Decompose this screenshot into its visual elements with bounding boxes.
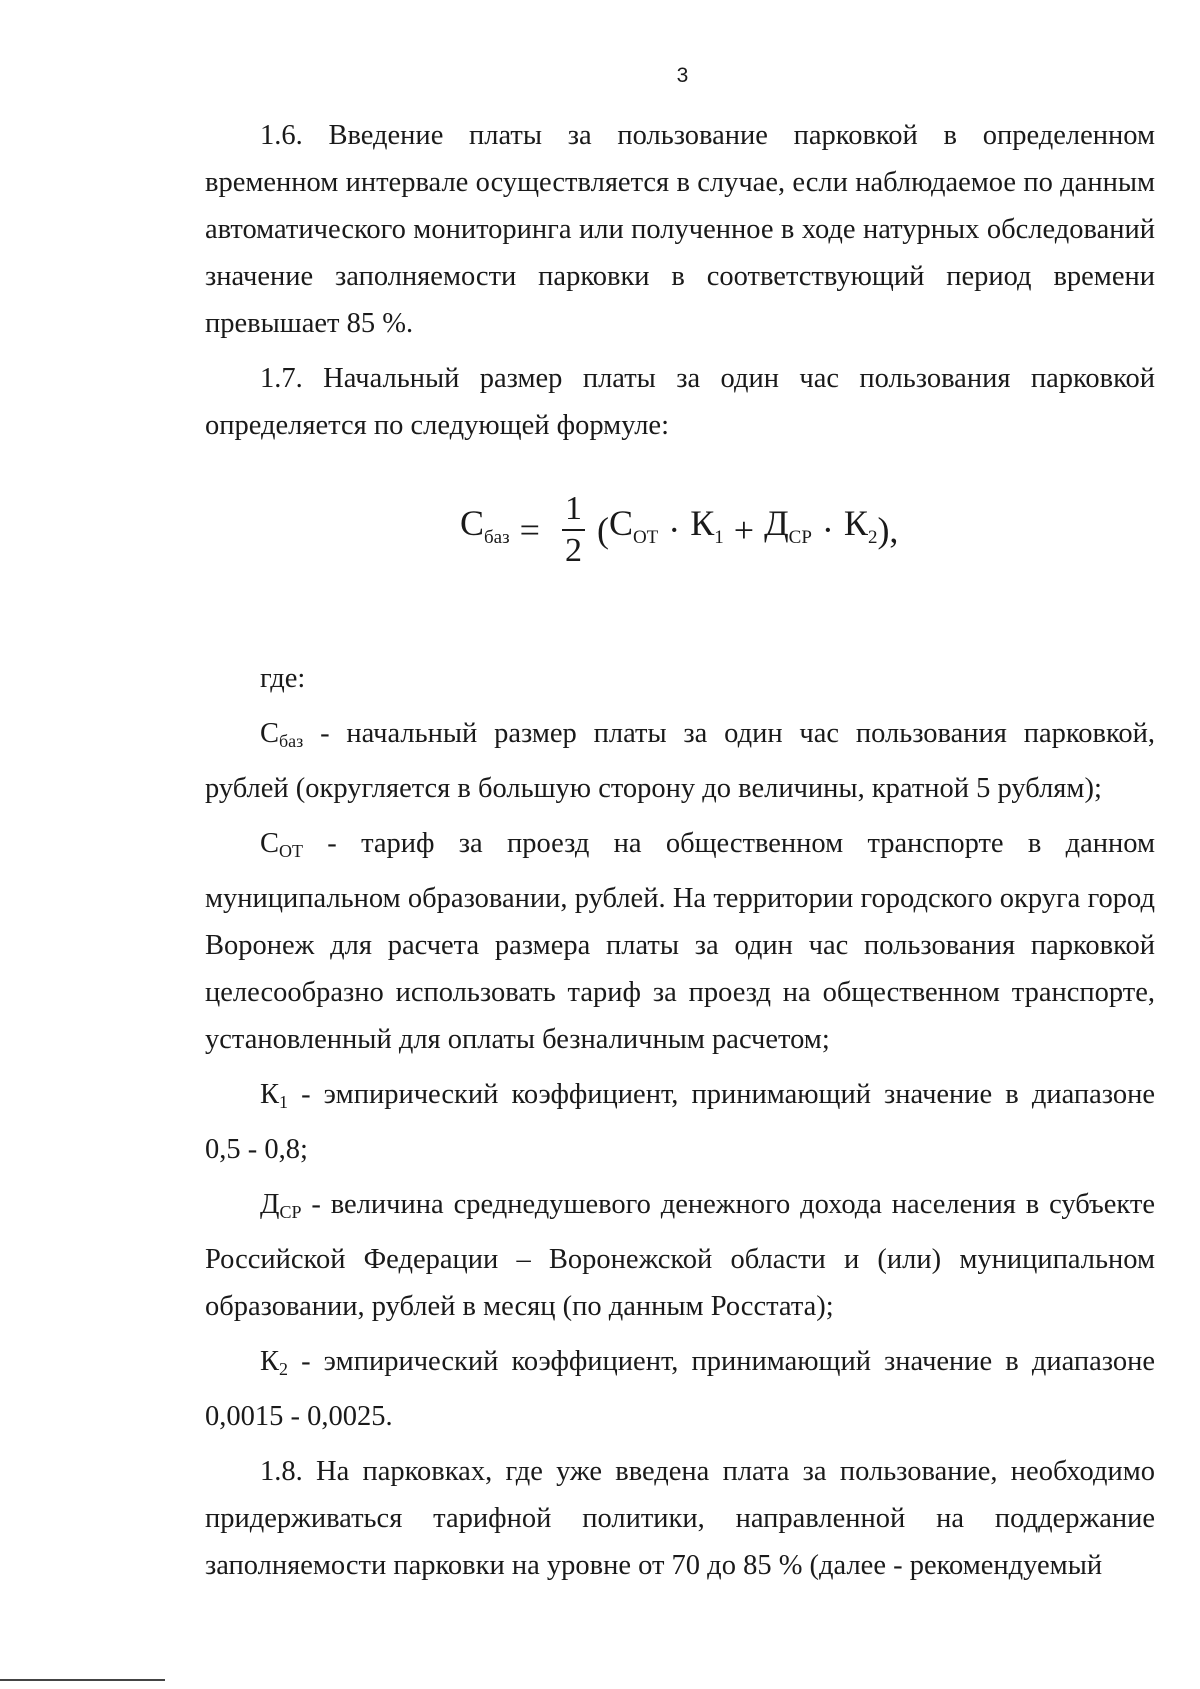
formula-dot-1: ·	[668, 509, 681, 550]
definition-dcp: $Д_{СР}$ - величина среднедушевого денежного дохода населения в субъекте Российской Федерации – Воронежской области и (или) муниципальном образовании, рублей в месяц (по данным Росстата);	[205, 1189, 1155, 1322]
definition-symbol: $К_1$	[260, 1079, 289, 1112]
formula-block	[205, 471, 1155, 621]
formula-term-k2: $К_2$	[843, 502, 878, 548]
definition-k2: $К_2$ - эмпирический коэффициент, принимающий значение в диапазоне 0,0015 - 0,0025.	[205, 1346, 1155, 1432]
formula-term-k1: $К_1$	[690, 502, 724, 548]
page-number: 3	[676, 64, 689, 87]
definition-k1: $К_1$ - эмпирический коэффициент, принимающий значение в диапазоне 0,5 - 0,8;	[205, 1079, 1155, 1165]
formula-plus: +	[733, 509, 755, 550]
formula-open-paren: (	[596, 509, 609, 550]
footer-rule	[0, 1679, 165, 1681]
formula-fraction	[562, 489, 585, 571]
document-body	[205, 112, 1155, 1597]
formula-lhs: $С_{баз}$	[460, 502, 510, 548]
formula-equals: =	[519, 509, 540, 550]
paragraph-1-8: 1.8. На парковках, где уже введена плата за пользование, необходимо придерживаться тарифной политики, направленной на поддержание заполняемости парковки на уровне от 70 до 85 % (далее - рекомендуемый	[205, 1456, 1155, 1581]
definition-symbol: $Д_{СР}$	[260, 1189, 302, 1222]
formula-dot-2: ·	[821, 509, 834, 550]
where-label: где:	[260, 663, 306, 694]
formula-close-paren: ),	[877, 509, 899, 550]
definition-symbol: $С_{ОТ}$	[260, 828, 304, 861]
tariff-formula	[460, 489, 898, 571]
formula-term-cot: $С_{ОТ}$	[608, 502, 659, 548]
formula-term-dcp: $Д_{СР}$	[764, 502, 812, 548]
definition-symbol: $С_{баз}$	[260, 718, 304, 751]
definition-cot: $С_{ОТ}$ - тариф за проезд на общественном транспорте в данном муниципальном образовании, рублей. На территории городского округа город Воронеж для расчета размера платы за один час пользования парковкой целесообразно использовать тариф за проезд на общественном транспорте, установленный для оплаты безналичным расчетом;	[205, 828, 1155, 1055]
definition-cbaz: $С_{баз}$ - начальный размер платы за один час пользования парковкой, рублей (округляется в большую сторону до величины, кратной 5 рублям);	[205, 718, 1155, 804]
fraction-denominator: 2	[564, 532, 582, 569]
fraction-numerator: 1	[562, 489, 585, 531]
paragraph-1-7: 1.7. Начальный размер платы за один час пользования парковкой определяется по следующей формуле:	[205, 363, 1155, 441]
paragraph-1-6: 1.6. Введение платы за пользование парковкой в определенном временном интервале осуществляется в случае, если наблюдаемое по данным автоматического мониторинга или полученное в ходе натурных обследований значение заполняемости парковки в соответствующий период времени превышает 85 %.	[205, 120, 1155, 339]
definition-symbol: $К_2$	[260, 1346, 289, 1379]
